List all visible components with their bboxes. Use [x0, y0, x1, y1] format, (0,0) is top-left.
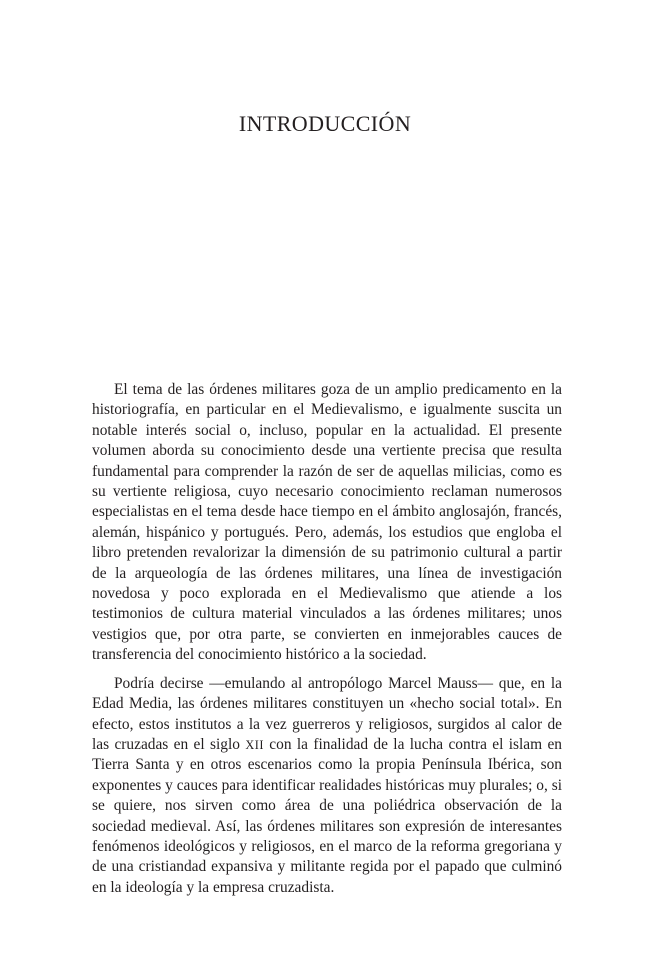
paragraph-2-part-1: Podría decirse —emulando al antropólogo Marcel Mauss— que, en la Edad Media, las órdenes militares constituyen un «hecho social total». En efecto, estos institutos a la vez guerreros y religiosos, surgidos al calor de las cruzadas en el siglo — [92, 674, 562, 753]
paragraph-2-part-2: con la finalidad de la lucha contra el islam en Tierra Santa y en otros escenarios como la propia Península Ibérica, son exponentes y cauces para identificar realidades históricas muy plurales; o, si se quiere, nos sirven como área de una poliédrica observación de la sociedad medieval. Así, las órdenes militares son expresión de interesantes fenómenos ideológicos y religiosos, en el marco de la reforma gregoriana y de una cristiandad expansiva y militante regida por el papado que culminó en la ideología y la empresa cruzadista. — [92, 735, 562, 896]
paragraph-2 — [92, 674, 562, 898]
century-numeral: XII — [245, 737, 264, 752]
page-title: INTRODUCCIÓN — [238, 111, 412, 136]
body-text — [92, 380, 562, 898]
paragraph-1: El tema de las órdenes militares goza de un amplio predicamento en la historiografía, en particular en el Medievalismo, e igualmente suscita un notable interés social o, incluso, popular en la actualidad. El presente volumen aborda su conocimiento desde una vertiente precisa que resulta fundamental para comprender la razón de ser de aquellas milicias, como es su vertiente religiosa, cuyo necesario conocimiento reclaman numerosos especialistas en el tema desde hace tiempo en el ámbito anglosajón, francés, alemán, hispánico y portugués. Pero, además, los estudios que engloba el libro pretenden revalorizar la dimensión de su patrimonio cultural a partir de la arqueología de las órdenes militares, una línea de investigación novedosa y poco explorada en el Medievalismo que atiende a los testimonios de cultura material vinculados a las órdenes militares; unos vestigios que, por otra parte, se convierten en inmejorables cauces de transferencia del conocimiento histórico a la sociedad. — [92, 381, 562, 664]
